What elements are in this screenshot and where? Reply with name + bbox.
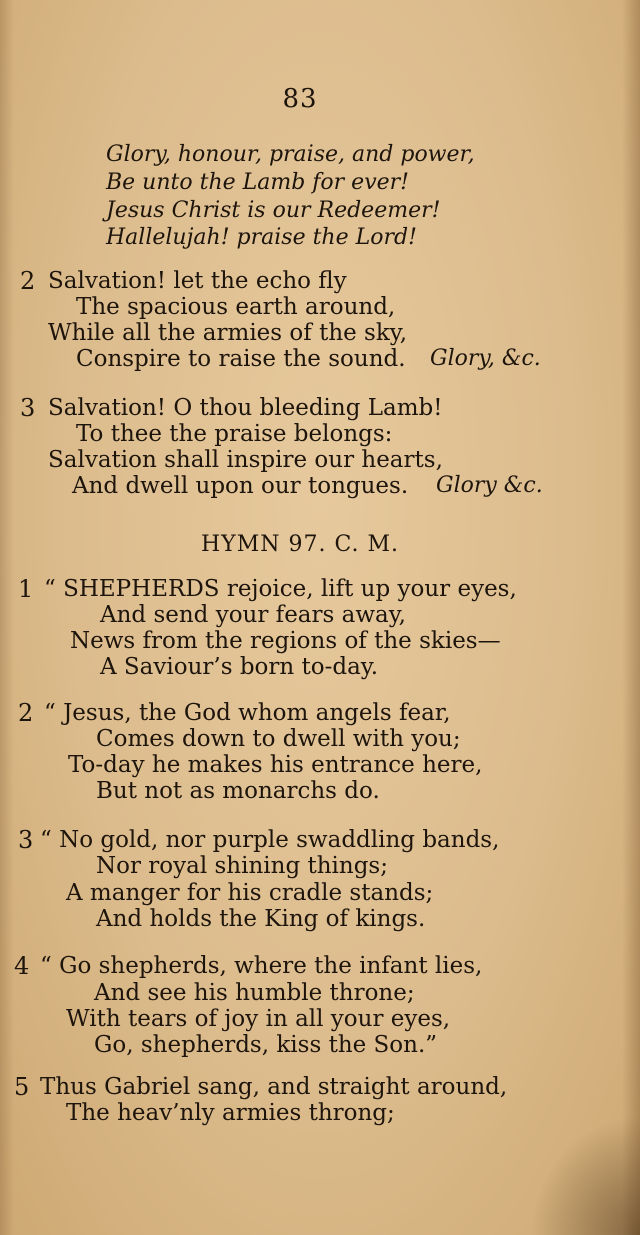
chorus-line-2: Be unto the Lamb for ever!: [106, 170, 410, 195]
hymn97-stanza2-line-4: But not as monarchs do.: [96, 778, 380, 804]
hymn97-stanza5-line-2: The heav’nly armies throng;: [66, 1100, 395, 1126]
hymn97-stanza4-line-4: Go, shepherds, kiss the Son.”: [94, 1032, 438, 1058]
page-corner-wear: [530, 1115, 640, 1235]
hymn97-stanza2-line-1: “ Jesus, the God whom angels fear,: [44, 700, 451, 726]
stanza3-line-4: And dwell upon our tongues.: [72, 473, 409, 499]
hymn97-stanza-number-1: 1: [18, 575, 34, 603]
hymn97-stanza3-line-3: A manger for his cradle stands;: [66, 880, 434, 906]
page-number: 83: [282, 84, 318, 114]
hymn97-stanza4-line-1: “ Go shepherds, where the infant lies,: [40, 953, 483, 979]
hymn97-stanza2-line-2: Comes down to dwell with you;: [96, 726, 461, 752]
chorus-line-3: Jesus Christ is our Redeemer!: [106, 198, 441, 223]
stanza3-line-3: Salvation shall inspire our hearts,: [48, 447, 443, 473]
page-edge-shadow-left: [0, 0, 14, 1235]
hymn97-stanza2-line-3: To-day he makes his entrance here,: [68, 752, 483, 778]
hymn-heading: HYMN 97. C. M.: [200, 532, 399, 557]
stanza-number-3: 3: [20, 394, 36, 422]
stanza2-line-4: Conspire to raise the sound.: [76, 346, 406, 372]
stanza2-line-1: Salvation! let the echo fly: [48, 268, 347, 294]
page-edge-shadow-right: [622, 0, 640, 1235]
hymn97-stanza-number-5: 5: [14, 1073, 30, 1101]
hymn97-stanza-number-2: 2: [18, 699, 34, 727]
stanza2-line-2: The spacious earth around,: [76, 294, 396, 320]
hymn97-stanza3-line-2: Nor royal shining things;: [96, 853, 388, 879]
stanza2-chorus-ref: Glory, &c.: [430, 346, 541, 371]
stanza3-line-2: To thee the praise belongs:: [76, 421, 393, 447]
hymn97-stanza3-line-4: And holds the King of kings.: [96, 906, 426, 932]
hymn97-stanza-number-3: 3: [18, 826, 34, 854]
hymn97-stanza4-line-2: And see his humble throne;: [94, 980, 415, 1006]
hymn97-stanza1-line-4: A Saviour’s born to-day.: [100, 654, 379, 680]
stanza-number-2: 2: [20, 267, 36, 295]
hymn97-stanza4-line-3: With tears of joy in all your eyes,: [66, 1006, 451, 1032]
hymn97-stanza1-line-1: “ SHEPHERDS rejoice, lift up your eyes,: [44, 576, 517, 602]
chorus-line-4: Hallelujah! praise the Lord!: [106, 225, 417, 250]
hymn97-stanza1-line-3: News from the regions of the skies—: [70, 628, 501, 654]
stanza3-line-1: Salvation! O thou bleeding Lamb!: [48, 395, 443, 421]
stanza3-chorus-ref: Glory &c.: [436, 473, 543, 498]
hymn97-stanza3-line-1: “ No gold, nor purple swaddling bands,: [40, 827, 500, 853]
chorus-line-1: Glory, honour, praise, and power,: [106, 142, 475, 167]
hymn97-stanza-number-4: 4: [14, 952, 30, 980]
hymn97-stanza5-line-1: Thus Gabriel sang, and straight around,: [40, 1074, 508, 1100]
stanza2-line-3: While all the armies of the sky,: [48, 320, 408, 346]
hymn97-stanza1-line-2: And send your fears away,: [100, 602, 406, 628]
